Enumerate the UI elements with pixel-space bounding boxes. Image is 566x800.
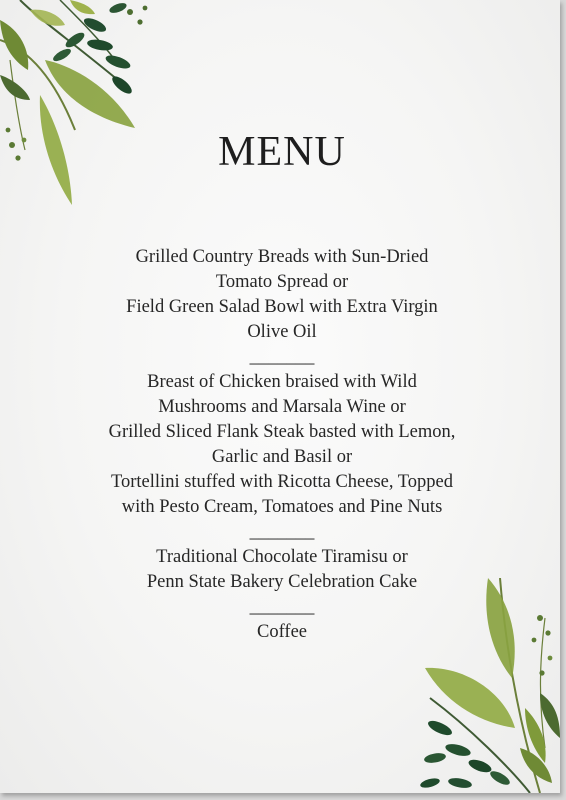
menu-line: Field Green Salad Bowl with Extra Virgin [126,297,438,317]
course-separator: _______ [249,347,315,367]
course-separator: _______ [249,522,315,542]
menu-line: Grilled Country Breads with Sun-Dried [135,247,429,267]
menu-line: with Pesto Cream, Tomatoes and Pine Nuts [121,497,443,517]
menu-title: MENU [218,129,346,175]
menu-line: Tortellini stuffed with Ricotta Cheese, Topped [111,472,453,492]
course-desserts [0,545,560,595]
course-mains [0,370,560,520]
menu-line: Coffee [257,622,307,642]
menu-line: Garlic and Basil or [211,447,353,467]
menu-line: Traditional Chocolate Tiramisu or [156,547,408,567]
menu-line: Mushrooms and Marsala Wine or [158,397,406,417]
course-starters [0,245,560,345]
course-coffee [0,620,560,645]
menu-body [0,245,560,645]
leaf-sprig-icon [0,0,160,215]
course-separator: _______ [249,597,315,617]
menu-line: Tomato Spread or [215,272,349,292]
menu-line: Olive Oil [247,322,317,342]
menu-line: Penn State Bakery Celebration Cake [146,572,418,592]
menu-line: Breast of Chicken braised with Wild [147,372,417,392]
menu-line: Grilled Sliced Flank Steak basted with Lemon, [108,422,456,442]
